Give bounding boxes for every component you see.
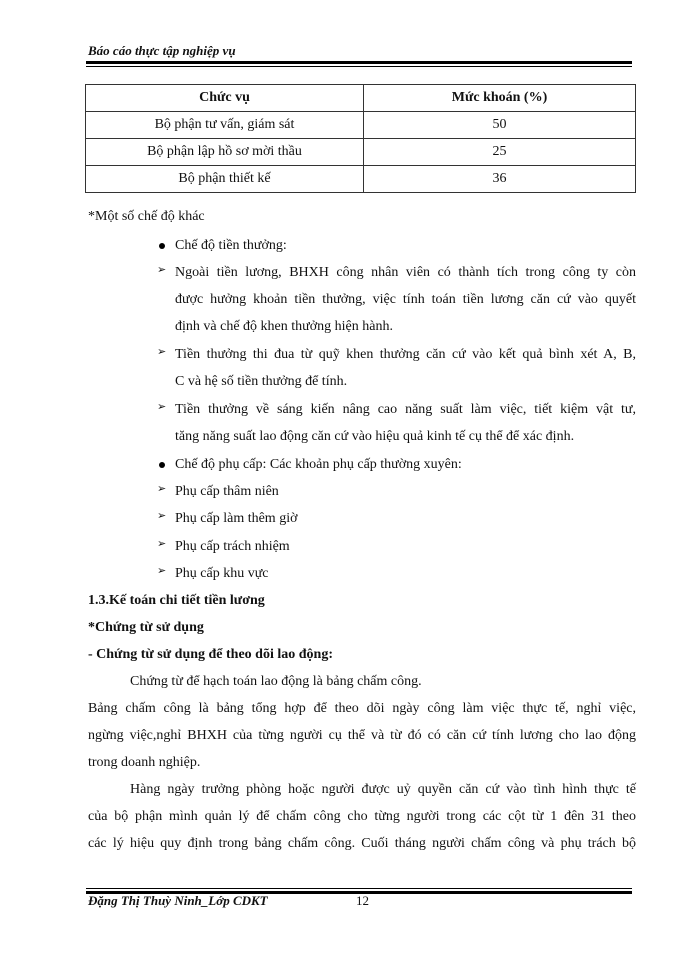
allowance-item: Phụ cấp trách nhiệm [175, 539, 290, 554]
table-cell: 50 [364, 112, 636, 139]
table-cell: Bộ phận thiết kế [86, 166, 364, 193]
bonus-2-line: Tiền thưởng thi đua từ quỹ khen thưởng căn cứ vào kết quả bình xét A, B, [175, 347, 636, 362]
bonus-1-line: được hưởng khoản tiền thưởng, việc tính toán tiền lương căn cứ vào quyết [175, 292, 636, 307]
table-header-cell: Mức khoán (%) [364, 85, 636, 112]
bullet-dot-icon [159, 243, 165, 249]
paragraph-2-line: trong doanh nghiệp. [88, 755, 201, 770]
page-number: 12 [356, 893, 369, 908]
document-body [88, 0, 636, 960]
bonus-title: Chế độ tiền thưởng: [175, 238, 287, 253]
footer-author: Đặng Thị Thuỳ Ninh_Lớp CDKT [88, 893, 268, 908]
bonus-2-line: C và hệ số tiền thưởng để tính. [175, 374, 348, 389]
paragraph-2-line: ngừng việc,nghỉ BHXH của từng người cụ thể và từ đó có căn cứ tính lương cho lao động [88, 728, 636, 743]
arrow-bullet-icon: ➢ [157, 346, 167, 358]
table-header-cell: Chức vụ [86, 85, 364, 112]
paragraph-3-line: các lý hiệu quy định trong bảng chấm công. Cuối tháng người chấm công và phụ trách bộ [88, 836, 636, 851]
arrow-bullet-icon: ➢ [157, 483, 167, 495]
allowance-item: Phụ cấp thâm niên [175, 484, 279, 499]
allowance-item: Phụ cấp khu vực [175, 566, 269, 581]
arrow-bullet-icon: ➢ [157, 565, 167, 577]
bonus-3-line: tăng năng suất lao động căn cứ vào hiệu quả kinh tế cụ thể để xác định. [175, 429, 575, 444]
paragraph-3-line: Hàng ngày trưởng phòng hoặc người được uỷ quyền căn cứ vào tình hình thực tế [130, 782, 636, 797]
allowance-item: Phụ cấp làm thêm giờ [175, 511, 298, 526]
labor-documents-heading: - Chứng từ sử dụng để theo dõi lao động: [88, 647, 333, 662]
bullet-dot-icon [159, 462, 165, 468]
page-header-title: Báo cáo thực tập nghiệp vụ [88, 43, 236, 58]
arrow-bullet-icon: ➢ [157, 510, 167, 522]
allowance-title: Chế độ phụ cấp: Các khoản phụ cấp thường xuyên: [175, 457, 462, 472]
footer-rule-thin [86, 888, 632, 889]
bonus-1-line: Ngoài tiền lương, BHXH công nhân viên có thành tích trong công ty còn [175, 265, 636, 280]
paragraph-2-line: Bảng chấm công là bảng tổng hợp để theo dõi ngày công làm việc thực tế, nghỉ việc, [88, 701, 636, 716]
arrow-bullet-icon: ➢ [157, 264, 167, 276]
bonus-1-line: định và chế độ khen thưởng hiện hành. [175, 319, 393, 334]
paragraph-3-line: của bộ phận mình quản lý để chấm công cho từng người trong các cột từ 1 đên 31 theo [88, 809, 636, 824]
section-heading: 1.3.Kế toán chi tiết tiền lương [88, 593, 265, 608]
table-cell: 25 [364, 139, 636, 166]
table-cell: Bộ phận tư vấn, giám sát [86, 112, 364, 139]
other-regimes-label: *Một số chế độ khác [88, 209, 205, 224]
table-cell: Bộ phận lập hồ sơ mời thầu [86, 139, 364, 166]
arrow-bullet-icon: ➢ [157, 401, 167, 413]
paragraph-1: Chứng từ để hạch toán lao động là bảng chấm công. [130, 674, 422, 689]
arrow-bullet-icon: ➢ [157, 538, 167, 550]
table-cell: 36 [364, 166, 636, 193]
documents-used-heading: *Chứng từ sử dụng [88, 620, 204, 635]
bonus-3-line: Tiền thưởng về sáng kiến nâng cao năng suất làm việc, tiết kiệm vật tư, [175, 402, 636, 417]
